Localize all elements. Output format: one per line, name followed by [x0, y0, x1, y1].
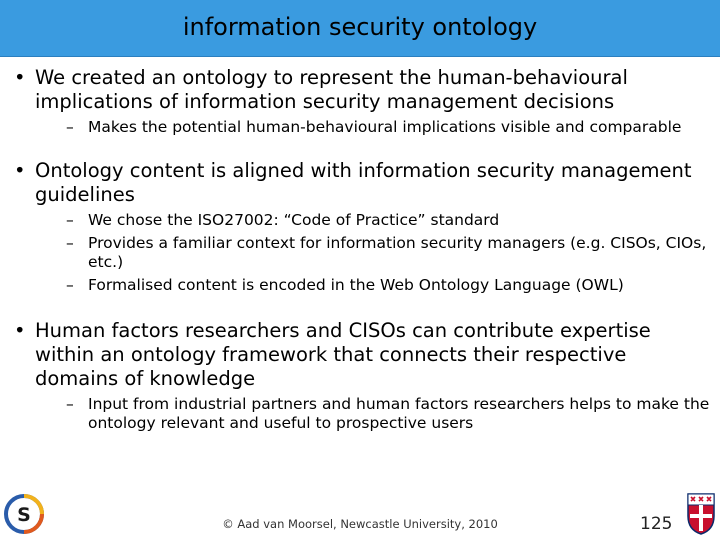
sub-list — [35, 118, 710, 137]
title-bar — [0, 0, 720, 57]
sub-marker: – — [66, 118, 74, 136]
sub-text: Input from industrial partners and human factors researchers helps to make the ontology relevant and useful to prospective users — [88, 395, 710, 432]
sub-item — [35, 234, 710, 272]
sub-marker: – — [66, 211, 74, 229]
sub-text: Makes the potential human-behavioural implications visible and comparable — [88, 118, 682, 136]
sub-item — [35, 118, 710, 137]
sub-marker: – — [66, 395, 74, 413]
bullet-marker: • — [14, 66, 26, 89]
sub-text: Formalised content is encoded in the Web Ontology Language (OWL) — [88, 276, 624, 294]
slide-content — [14, 66, 710, 437]
sub-item — [35, 276, 710, 295]
sub-item — [35, 395, 710, 433]
bullet-text: We created an ontology to represent the human-behavioural implications of information security management decisions — [35, 66, 628, 113]
bullet-marker: • — [14, 319, 26, 342]
bullet-text: Human factors researchers and CISOs can contribute expertise within an ontology framework that connects their respective domains of knowledge — [35, 319, 651, 390]
sub-list — [35, 211, 710, 295]
sub-marker: – — [66, 276, 74, 294]
bullet-text: Ontology content is aligned with information security management guidelines — [35, 159, 692, 206]
university-crest-icon — [686, 492, 716, 536]
svg-text:S: S — [17, 504, 31, 526]
sub-marker: – — [66, 234, 74, 252]
sub-text: We chose the ISO27002: “Code of Practice” standard — [88, 211, 500, 229]
sub-text: Provides a familiar context for information security managers (e.g. CISOs, CIOs, etc.) — [88, 234, 707, 271]
bullet-2 — [14, 159, 710, 295]
footer-copyright: © Aad van Moorsel, Newcastle University, 2010 — [222, 517, 498, 531]
sub-list — [35, 395, 710, 433]
slide-title: information security ontology — [182, 13, 538, 41]
bullet-marker: • — [14, 159, 26, 182]
bullet-1 — [14, 66, 710, 137]
bullet-3 — [14, 319, 710, 433]
sub-item — [35, 211, 710, 230]
page-number: 125 — [640, 514, 673, 534]
